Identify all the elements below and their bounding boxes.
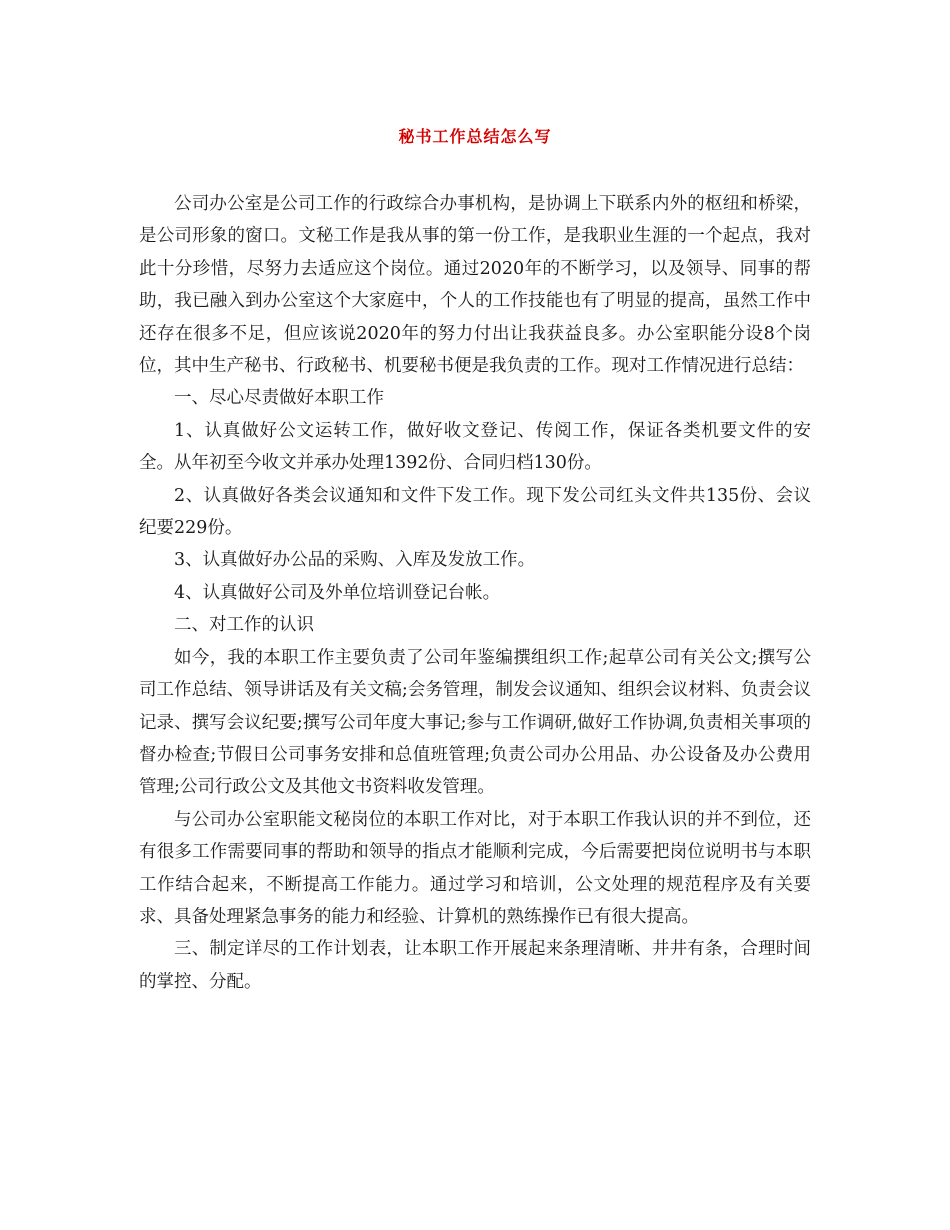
paragraph-item-1: 1、认真做好公文运转工作，做好收文登记、传阅工作，保证各类机要文件的安全。从年初至今收文并承办处理1392份、合同归档130份。 bbox=[139, 420, 811, 474]
section-heading-3: 三、制定详尽的工作计划表，让本职工作开展起来条理清晰、井井有条，合理时间的掌控、分配。 bbox=[139, 939, 811, 992]
paragraph-duties: 如今，我的本职工作主要负责了公司年鉴编撰组织工作;起草公司有关公文;撰写公司工作总结、领导讲话及有关文稿;会务管理，制发会议通知、组织会议材料、负责会议记录、撰写会议纪要;撰写公司年度大事记;参与工作调研,做好工作协调,负责相关事项的督办检查;节假日公司事务安排和总值班管理;负责公司办公用品、办公设备及办公费用管理;公司行政公文及其他文书资料收发管理。 bbox=[139, 647, 811, 798]
document-title: 秘书工作总结怎么写 bbox=[398, 127, 552, 146]
paragraph-intro: 公司办公室是公司工作的行政综合办事机构，是协调上下联系内外的枢纽和桥梁，是公司形象的窗口。文秘工作是我从事的第一份工作，是我职业生涯的一个起点，我对此十分珍惜，尽努力去适应这个岗位。通过2020年的不断学习，以及领导、同事的帮助，我已融入到办公室这个大家庭中，个人的工作技能也有了明显的提高，虽然工作中还存在很多不足，但应该说2020年的努力付出让我获益良多。办公室职能分设8个岗位，其中生产秘书、行政秘书、机要秘书便是我负责的工作。现对工作情况进行总结： bbox=[139, 194, 811, 377]
document-body bbox=[139, 188, 811, 998]
section-heading-1: 一、尽心尽责做好本职工作 bbox=[174, 388, 384, 409]
paragraph-item-2: 2、认真做好各类会议通知和文件下发工作。现下发公司红头文件共135份、会议纪要229份。 bbox=[139, 485, 811, 539]
section-heading-2: 二、对工作的认识 bbox=[174, 615, 314, 636]
paragraph-item-3: 3、认真做好办公品的采购、入库及发放工作。 bbox=[174, 550, 536, 571]
paragraph-reflection: 与公司办公室职能文秘岗位的本职工作对比，对于本职工作我认识的并不到位，还有很多工作需要同事的帮助和领导的指点才能顺利完成，今后需要把岗位说明书与本职工作结合起来，不断提高工作能力。通过学习和培训，公文处理的规范程序及有关要求、具备处理紧急事务的能力和经验、计算机的熟练操作已有很大提高。 bbox=[139, 809, 811, 927]
paragraph-item-4: 4、认真做好公司及外单位培训登记台帐。 bbox=[174, 582, 501, 603]
